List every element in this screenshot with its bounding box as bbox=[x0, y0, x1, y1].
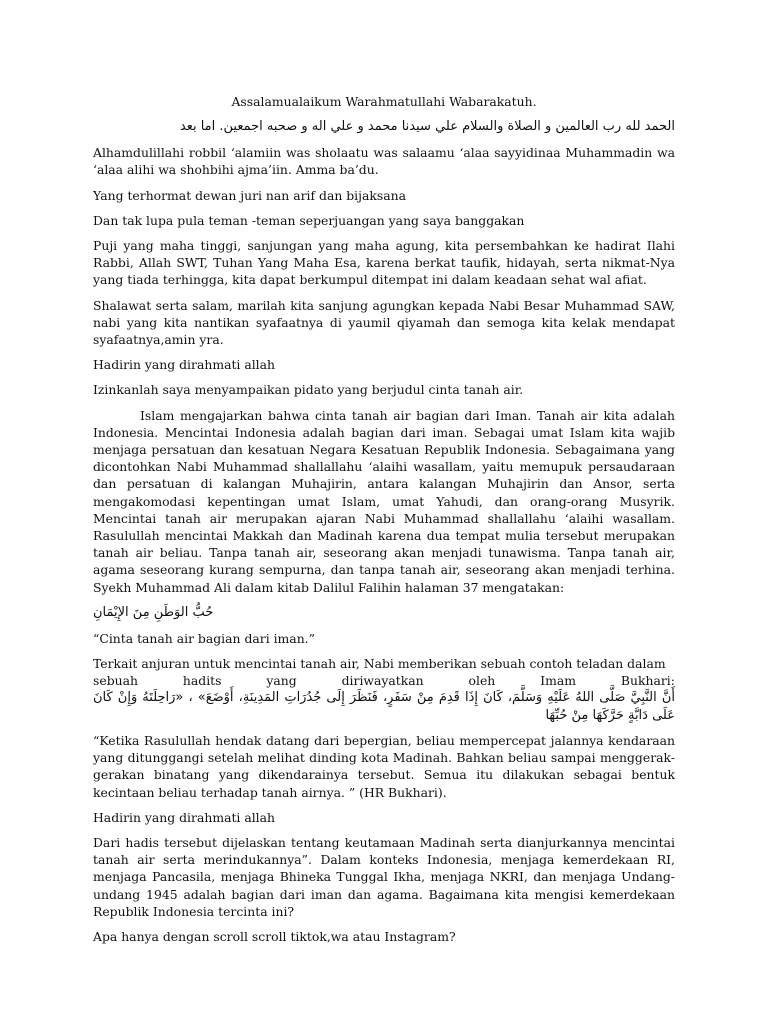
hadith-intro-word: hadits bbox=[182, 673, 222, 689]
respect-friends: Dan tak lupa pula teman -teman seperjuangan yang saya banggakan bbox=[93, 212, 525, 228]
hadith-intro-word: Bukhari: bbox=[620, 673, 675, 689]
hadith-block bbox=[93, 655, 675, 724]
hadith-intro-word: yang bbox=[266, 673, 297, 689]
greeting: Assalamualaikum Warahmatullahi Wabarakatuh. bbox=[231, 94, 537, 109]
audience-greeting-1: Hadirin yang dirahmati allah bbox=[93, 357, 276, 373]
hadith-intro-line2 bbox=[93, 672, 675, 689]
quote-arabic: حُبُّ الوَطَنِ مِنَ الإِيْمَانِ bbox=[93, 604, 214, 620]
hadith-translation: “Ketika Rasulullah hendak datang dari bepergian, beliau mempercepat jalannya kendaraan yang ditunggangi setelah melihat dinding kota Madinah. Bahkan beliau sampai menggerak-gerakan binatang yang dikendarainya tersebut. Semua itu dilakukan sebagai bentuk kecintaan beliau terhadap tanah airnya. ” (HR Bukhari). bbox=[93, 732, 675, 800]
hadith-intro-word: sebuah bbox=[93, 673, 138, 689]
speech-intro: Izinkanlah saya menyampaikan pidato yang berjudul cinta tanah air. bbox=[93, 382, 524, 398]
document-page bbox=[93, 93, 675, 953]
body-paragraph-1: Islam mengajarkan bahwa cinta tanah air bagian dari Iman. Tanah air kita adalah Indonesia. Mencintai Indonesia adalah bagian dari iman. Sebagai umat Islam kita wajib menjaga persatuan dan kesatuan Negara Kesatuan Republik Indonesia. Sebagaimana yang dicontohkan Nabi Muhammad shallallahu ‘alaihi wasallam, yaitu memupuk persaudaraan dan persatuan di kalangan Muhajirin, antara kalangan Muhajirin dan Ansor, serta mengakomodasi kepentingan umat Islam, umat Yahudi, dan orang-orang Musyrik. Mencintai tanah air merupakan ajaran Nabi Muhammad shallallahu ‘alaihi wasallam. Rasulullah mencintai Makkah dan Madinah karena dua tempat mulia tersebut merupakan tanah air beliau. Tanpa tanah air, seseorang akan menjadi tunawisma. Tanpa tanah air, agama seseorang kurang sempurna, dan tanpa tanah air, seseorang akan menjadi terhina. Syekh Muhammad Ali dalam kitab Dalilul Falihin halaman 37 mengatakan: bbox=[93, 407, 675, 595]
closing-question: Apa hanya dengan scroll scroll tiktok,wa atau Instagram? bbox=[93, 928, 456, 944]
praise-paragraph: Puji yang maha tinggi, sanjungan yang maha agung, kita persembahkan ke hadirat Ilahi Rabbi, Allah SWT, Tuhan Yang Maha Esa, karena berkat taufik, hidayah, serta nikmat-Nya yang tiada terhingga, kita dapat berkumpul ditempat ini dalam keadaan sehat wal afiat. bbox=[93, 238, 675, 288]
hadith-arabic: أَنَّ النَّبِيَّ صَلَّى اللهُ عَلَيْهِ وَسَلَّمَ، كَانَ إِذَا قَدِمَ مِنْ سَفَرٍ، فَنَظَرَ إِلَى جُدُرَاتِ المَدِينَةِ، أَوْضَعَ» ، «رَاحِلَتَهُ وَإِنْ كَانَ عَلَى دَابَّةٍ حَرَّكَهَا مِنْ حُبِّهَا bbox=[93, 690, 675, 723]
hadith-intro-word: oleh bbox=[468, 673, 496, 689]
hadith-intro-word: Imam bbox=[540, 673, 576, 689]
opening-arabic: الحمد لله رب العالمين و الصلاة والسلام علي سيدنا محمد و علي اله و صحبه اجمعين. اما بعد bbox=[179, 119, 675, 135]
audience-greeting-2: Hadirin yang dirahmati allah bbox=[93, 809, 276, 825]
quote-arabic-row bbox=[93, 604, 675, 622]
shalawat-paragraph: Shalawat serta salam, marilah kita sanjung agungkan kepada Nabi Besar Muhammad SAW, nabi yang kita nantikan syafaatnya di yaumil qiyamah dan semoga kita kelak mendapat syafaatnya,amin yra. bbox=[93, 297, 675, 348]
quote-translation: “Cinta tanah air bagian dari iman.” bbox=[93, 630, 315, 646]
body-paragraph-2: Dari hadis tersebut dijelaskan tentang keutamaan Madinah serta dianjurkannya mencintai tanah air serta merindukannya”. Dalam konteks Indonesia, menjaga kemerdekaan RI, menjaga Pancasila, menjaga Bhineka Tunggal Ikha, menjaga NKRI, dan menjaga Undang-undang 1945 adalah bagian dari iman dan agama. Bagaimana kita mengisi kemerdekaan Republik Indonesia tercinta ini? bbox=[93, 834, 675, 919]
respect-jury: Yang terhormat dewan juri nan arif dan bijaksana bbox=[93, 187, 406, 203]
opening-transliteration: Alhamdulillahi robbil ‘alamiin was sholaatu was salaamu ‘alaa sayyidinaa Muhammadin wa ‘alaa alihi wa shohbihi ajma’iin. Amma ba’du. bbox=[93, 145, 675, 178]
hadith-intro-word: diriwayatkan bbox=[341, 673, 424, 689]
hadith-intro-line1: Terkait anjuran untuk mencintai tanah air, Nabi memberikan sebuah contoh teladan dalam bbox=[93, 656, 666, 672]
